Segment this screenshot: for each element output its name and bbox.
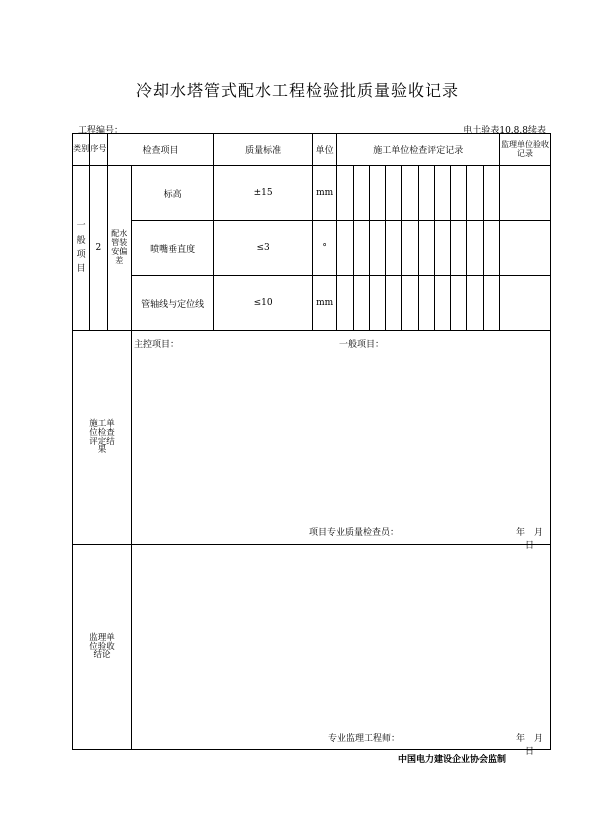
header-construction-record: 施工单位检查评定记录	[337, 134, 500, 166]
record-cell[interactable]	[451, 276, 467, 331]
item-standard: ≤10	[214, 276, 313, 331]
item-standard: ±15	[214, 166, 313, 221]
record-cell[interactable]	[337, 221, 353, 276]
header-inspection-item: 检查项目	[107, 134, 214, 166]
general-items-label: 一般项目：	[338, 340, 384, 350]
item-unit: °	[312, 221, 336, 276]
record-cell[interactable]	[418, 221, 434, 276]
record-cell[interactable]	[353, 166, 369, 221]
record-cell[interactable]	[434, 221, 450, 276]
record-cell[interactable]	[434, 276, 450, 331]
header-unit: 单位	[312, 134, 336, 166]
supervision-cell[interactable]	[500, 221, 551, 276]
main-items-label: 主控项目：	[133, 340, 179, 350]
supervision-cell[interactable]	[500, 276, 551, 331]
record-cell[interactable]	[337, 276, 353, 331]
record-cell[interactable]	[451, 166, 467, 221]
seq-number: 2	[90, 166, 107, 331]
item-name: 标高	[131, 166, 213, 221]
record-cell[interactable]	[369, 166, 385, 221]
form-title: 冷却水塔管式配水工程检验批质量验收记录	[135, 81, 459, 100]
record-cell[interactable]	[418, 276, 434, 331]
header-supervision-record: 监理单位验收记录	[500, 134, 551, 166]
quality-inspector-label: 项目专业质量检查员：	[308, 528, 399, 538]
record-cell[interactable]	[369, 276, 385, 331]
item-unit: mm	[312, 276, 336, 331]
record-cell[interactable]	[386, 221, 402, 276]
form-number: 电土验表10.8.8续表	[463, 126, 546, 136]
record-cell[interactable]	[467, 166, 483, 221]
category-general: 一般项目	[73, 166, 90, 331]
record-cell[interactable]	[467, 276, 483, 331]
item-name: 喷嘴垂直度	[131, 221, 213, 276]
record-cell[interactable]	[386, 166, 402, 221]
record-cell[interactable]	[386, 276, 402, 331]
record-cell[interactable]	[467, 221, 483, 276]
record-cell[interactable]	[402, 221, 418, 276]
record-cell[interactable]	[418, 166, 434, 221]
record-cell[interactable]	[337, 166, 353, 221]
supervision-date: 年 月 日	[515, 734, 552, 757]
item-name: 管轴线与定位线	[131, 276, 213, 331]
record-cell[interactable]	[434, 166, 450, 221]
record-cell[interactable]	[353, 276, 369, 331]
supervision-cell[interactable]	[500, 166, 551, 221]
header-seq: 序号	[90, 134, 107, 166]
inspection-table	[72, 133, 552, 757]
supervision-conclusion-area[interactable]	[131, 545, 552, 757]
record-cell[interactable]	[402, 276, 418, 331]
project-number-label: 工程编号：	[78, 126, 124, 136]
record-cell[interactable]	[483, 166, 499, 221]
construction-result-area[interactable]	[131, 331, 552, 551]
record-cell[interactable]	[402, 166, 418, 221]
record-cell[interactable]	[483, 276, 499, 331]
construction-date: 年 月 日	[515, 528, 552, 551]
record-cell[interactable]	[369, 221, 385, 276]
header-quality-standard: 质量标准	[214, 134, 313, 166]
header-category: 类别	[73, 134, 90, 166]
item-unit: mm	[312, 166, 336, 221]
construction-result-label: 施工单位检查评定结果	[73, 331, 132, 545]
supervision-conclusion-label: 监理单位验收结论	[73, 545, 132, 750]
group-label: 配水管装安偏差	[107, 166, 131, 331]
record-cell[interactable]	[451, 221, 467, 276]
item-standard: ≤3	[214, 221, 313, 276]
record-cell[interactable]	[353, 221, 369, 276]
supervision-engineer-label: 专业监理工程师：	[327, 734, 400, 744]
record-cell[interactable]	[483, 221, 499, 276]
issuer-footer: 中国电力建设企业协会监制	[398, 755, 507, 765]
